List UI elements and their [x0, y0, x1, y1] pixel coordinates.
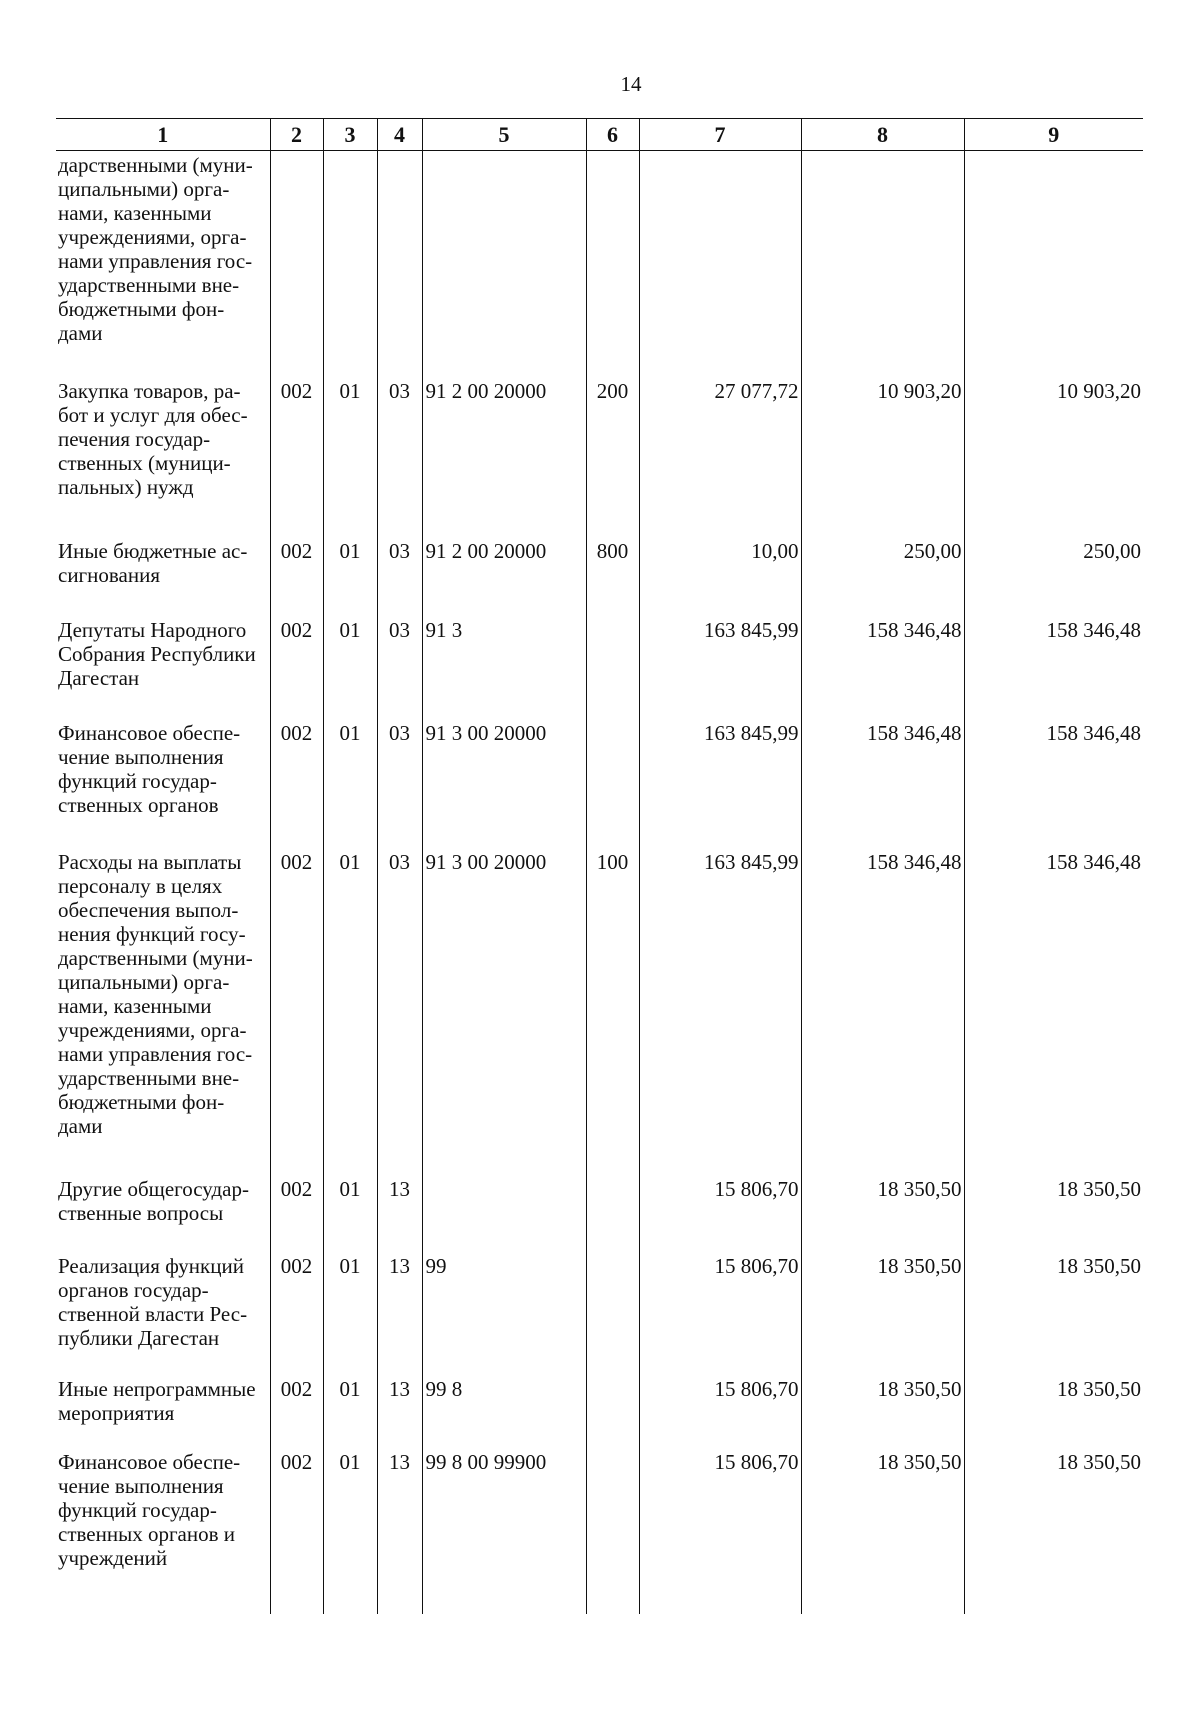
column-header-5: 5 — [422, 119, 586, 151]
column-header-3: 3 — [323, 119, 377, 151]
cell-col-8: 158 346,48 — [801, 848, 964, 1175]
cell-col-8: 158 346,48 — [801, 616, 964, 719]
table-row — [56, 151, 1143, 378]
cell-col-6 — [586, 1448, 639, 1581]
table-row — [56, 616, 1143, 719]
cell-col-7 — [639, 151, 801, 378]
cell-col-3: 01 — [323, 1375, 377, 1448]
cell-col-9: 18 350,50 — [964, 1448, 1143, 1581]
cell-col-3: 01 — [323, 1252, 377, 1375]
cell-col-2: 002 — [270, 1448, 323, 1581]
cell-col-7: 15 806,70 — [639, 1175, 801, 1252]
cell-col-5: 91 2 00 20000 — [422, 377, 586, 537]
row-name: Закупка товаров, ра- бот и услуг для обес- печения государ- ственных (муници- пальных) нужд — [58, 379, 248, 499]
column-header-7: 7 — [639, 119, 801, 151]
cell-col-8: 18 350,50 — [801, 1175, 964, 1252]
cell-col-9: 158 346,48 — [964, 848, 1143, 1175]
cell-col-9: 158 346,48 — [964, 719, 1143, 848]
cell-col-7: 163 845,99 — [639, 616, 801, 719]
table-row — [56, 848, 1143, 1175]
row-name: Другие общегосудар- ственные вопросы — [58, 1177, 249, 1225]
cell-col-6 — [586, 616, 639, 719]
cell-col-9: 18 350,50 — [964, 1175, 1143, 1252]
cell-col-3: 01 — [323, 848, 377, 1175]
cell-col-4 — [377, 151, 422, 378]
cell-col-7: 27 077,72 — [639, 377, 801, 537]
cell-col-2: 002 — [270, 1252, 323, 1375]
cell-col-6 — [586, 151, 639, 378]
column-header-1: 1 — [56, 119, 270, 151]
cell-col-9: 18 350,50 — [964, 1252, 1143, 1375]
cell-col-5 — [422, 151, 586, 378]
cell-col-6 — [586, 1252, 639, 1375]
cell-col-4: 03 — [377, 848, 422, 1175]
cell-col-3: 01 — [323, 1448, 377, 1581]
cell-col-6 — [586, 719, 639, 848]
cell-col-7: 163 845,99 — [639, 848, 801, 1175]
table-row — [56, 1175, 1143, 1252]
cell-col-5: 99 8 00 99900 — [422, 1448, 586, 1581]
cell-col-7: 163 845,99 — [639, 719, 801, 848]
cell-col-8: 18 350,50 — [801, 1375, 964, 1448]
cell-col-5: 99 8 — [422, 1375, 586, 1448]
row-name: дарственными (муни- ципальными) орга- нами, казенными учреждениями, орга- нами управления гос- ударственными вне- бюджетными фон- дами — [58, 153, 253, 345]
cell-col-3: 01 — [323, 377, 377, 537]
budget-table — [56, 118, 1143, 1614]
table-body — [56, 151, 1143, 1615]
row-name: Депутаты Народного Собрания Республики Дагестан — [58, 618, 256, 690]
table-row — [56, 1448, 1143, 1581]
cell-col-4: 13 — [377, 1375, 422, 1448]
cell-col-2: 002 — [270, 616, 323, 719]
cell-col-5: 91 3 — [422, 616, 586, 719]
table-row — [56, 1252, 1143, 1375]
table-row — [56, 377, 1143, 537]
cell-col-2: 002 — [270, 537, 323, 616]
column-header-8: 8 — [801, 119, 964, 151]
header-row — [56, 119, 1143, 151]
column-header-9: 9 — [964, 119, 1143, 151]
cell-col-8 — [801, 151, 964, 378]
cell-col-8: 10 903,20 — [801, 377, 964, 537]
cell-col-4: 03 — [377, 377, 422, 537]
cell-col-7: 15 806,70 — [639, 1252, 801, 1375]
cell-col-4: 03 — [377, 616, 422, 719]
cell-col-9: 18 350,50 — [964, 1375, 1143, 1448]
cell-col-4: 13 — [377, 1448, 422, 1581]
cell-col-5: 91 3 00 20000 — [422, 719, 586, 848]
cell-col-5: 91 3 00 20000 — [422, 848, 586, 1175]
cell-col-8: 158 346,48 — [801, 719, 964, 848]
cell-col-3: 01 — [323, 537, 377, 616]
cell-col-2: 002 — [270, 1175, 323, 1252]
cell-col-8: 250,00 — [801, 537, 964, 616]
cell-col-7: 15 806,70 — [639, 1375, 801, 1448]
cell-col-4: 13 — [377, 1252, 422, 1375]
cell-col-7: 15 806,70 — [639, 1448, 801, 1581]
row-name: Иные бюджетные ас- сигнования — [58, 539, 248, 587]
cell-col-9 — [964, 151, 1143, 378]
row-name: Финансовое обеспе- чение выполнения функций государ- ственных органов — [58, 721, 241, 817]
cell-col-3 — [323, 151, 377, 378]
column-header-4: 4 — [377, 119, 422, 151]
row-name: Финансовое обеспе- чение выполнения функций государ- ственных органов и учреждений — [58, 1450, 241, 1570]
table-row — [56, 719, 1143, 848]
cell-col-5 — [422, 1175, 586, 1252]
cell-col-4: 03 — [377, 537, 422, 616]
cell-col-4: 03 — [377, 719, 422, 848]
cell-col-8: 18 350,50 — [801, 1448, 964, 1581]
cell-col-8: 18 350,50 — [801, 1252, 964, 1375]
table-row — [56, 537, 1143, 616]
cell-col-4: 13 — [377, 1175, 422, 1252]
cell-col-3: 01 — [323, 719, 377, 848]
cell-col-3: 01 — [323, 616, 377, 719]
cell-col-6 — [586, 1375, 639, 1448]
table-row — [56, 1375, 1143, 1448]
column-header-2: 2 — [270, 119, 323, 151]
cell-col-6: 100 — [586, 848, 639, 1175]
cell-col-6: 800 — [586, 537, 639, 616]
row-name: Иные непрограммные мероприятия — [58, 1377, 256, 1425]
row-name: Расходы на выплаты персоналу в целях обеспечения выпол- нения функций госу- дарственными (муни- ципальными) орга- нами, казенными учреждениями, орга- нами управления гос- ударственными вне- бюджетными фон- дами — [58, 850, 253, 1138]
cell-col-2: 002 — [270, 719, 323, 848]
cell-col-7: 10,00 — [639, 537, 801, 616]
page-number: 14 — [620, 72, 642, 96]
column-header-6: 6 — [586, 119, 639, 151]
cell-col-3: 01 — [323, 1175, 377, 1252]
cell-col-9: 10 903,20 — [964, 377, 1143, 537]
cell-col-5: 99 — [422, 1252, 586, 1375]
table-row-tail — [56, 1581, 1143, 1614]
cell-col-2: 002 — [270, 377, 323, 537]
cell-col-6 — [586, 1175, 639, 1252]
cell-col-2 — [270, 151, 323, 378]
cell-col-6: 200 — [586, 377, 639, 537]
cell-col-9: 250,00 — [964, 537, 1143, 616]
cell-col-2: 002 — [270, 848, 323, 1175]
cell-col-5: 91 2 00 20000 — [422, 537, 586, 616]
cell-col-2: 002 — [270, 1375, 323, 1448]
row-name: Реализация функций органов государ- ственной власти Рес- публики Дагестан — [58, 1254, 248, 1350]
cell-col-9: 158 346,48 — [964, 616, 1143, 719]
